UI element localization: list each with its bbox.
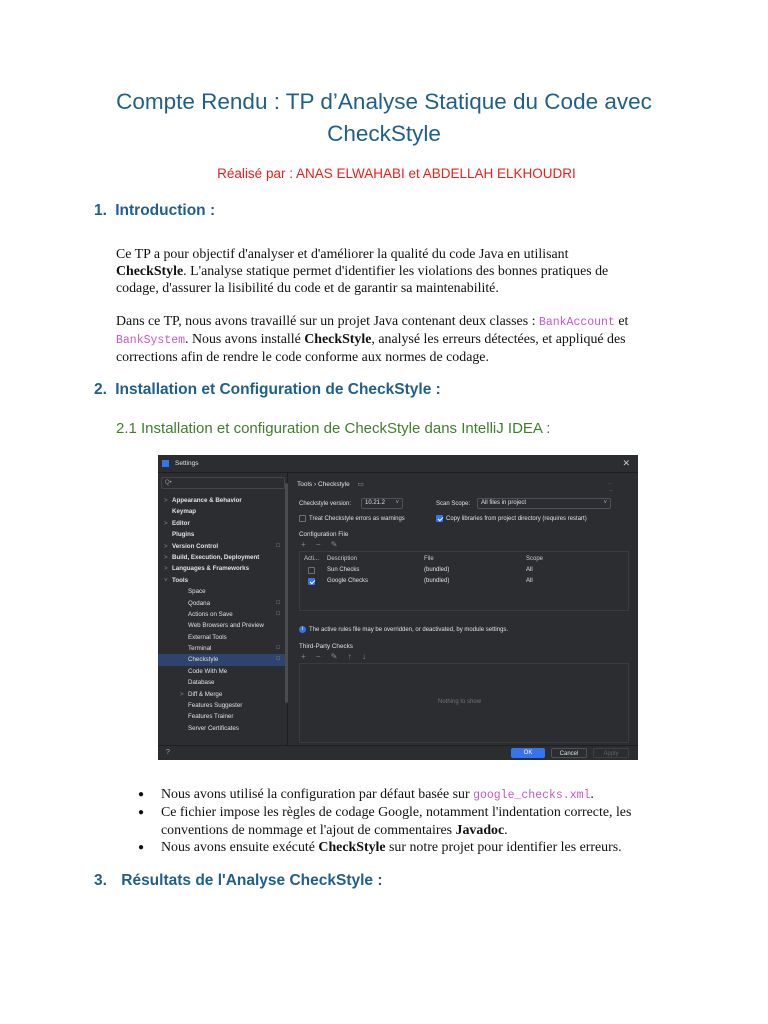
settings-breadcrumb bbox=[297, 480, 614, 494]
empty-state-text: Nothing to show bbox=[438, 699, 482, 705]
pin-icon[interactable]: ▭ bbox=[357, 481, 364, 488]
sidebar-item-features-suggester[interactable] bbox=[158, 700, 286, 711]
sidebar-item-checkstyle[interactable] bbox=[158, 654, 286, 665]
bullet-3-bold: CheckStyle bbox=[318, 839, 386, 855]
bullet-2-text: Ce fichier impose les règles de codage Google, notamment l'indentation correcte, les bbox=[161, 805, 632, 821]
col-active: Acti... bbox=[304, 556, 320, 562]
sidebar-item-label: Tools bbox=[172, 576, 189, 584]
sidebar-item-label: Version Control bbox=[172, 542, 219, 550]
row-active-checkbox[interactable] bbox=[308, 578, 315, 585]
intro-p1-text-b: . L'analyse statique permet d'identifier les violations des bonnes pratiques de bbox=[183, 264, 609, 279]
checkstyle-settings-panel bbox=[289, 473, 638, 745]
intellij-logo-icon bbox=[162, 460, 169, 467]
sidebar-item-label: Diff & Merge bbox=[188, 690, 223, 698]
author-line: Réalisé par : ANAS ELWAHABI et ABDELLAH ELKHOUDRI bbox=[217, 166, 576, 181]
ok-button[interactable]: OK bbox=[511, 748, 545, 758]
sidebar-item-keymap[interactable] bbox=[158, 506, 286, 517]
scan-scope-select[interactable] bbox=[477, 498, 611, 509]
bullet-1-text: Nous avons utilisé la configuration par défaut basée sur bbox=[161, 787, 470, 802]
sidebar-item-database[interactable] bbox=[158, 677, 286, 688]
dialog-footer bbox=[158, 745, 638, 760]
sidebar-item-space[interactable] bbox=[158, 586, 286, 597]
settings-titlebar bbox=[158, 455, 638, 473]
row-scope: All bbox=[526, 567, 533, 573]
sidebar-item-label: Features Suggester bbox=[188, 702, 243, 710]
intro-p1-bold: CheckStyle bbox=[116, 264, 184, 279]
sidebar-item-label: Database bbox=[188, 679, 215, 687]
sidebar-item-label: Keymap bbox=[172, 508, 197, 516]
chevron-icon: ˅ bbox=[164, 576, 168, 584]
section-3-title: Résultats de l'Analyse CheckStyle : bbox=[121, 872, 383, 889]
row-active-checkbox[interactable] bbox=[308, 567, 315, 574]
checkstyle-version-label: Checkstyle version: bbox=[299, 501, 352, 507]
project-scope-icon: □ bbox=[276, 656, 280, 663]
cancel-button[interactable]: Cancel bbox=[551, 748, 587, 758]
chevron-icon: > bbox=[164, 553, 168, 561]
breadcrumb-text: Tools › Checkstyle bbox=[297, 481, 350, 488]
help-icon[interactable]: ? bbox=[166, 749, 170, 756]
sidebar-item-label: Plugins bbox=[172, 531, 195, 539]
chevron-down-icon: ˅ bbox=[395, 500, 399, 506]
sidebar-item-qodana[interactable] bbox=[158, 598, 286, 609]
sidebar-item-label: Editor bbox=[172, 519, 190, 527]
document-title bbox=[60, 86, 708, 150]
sidebar-item-label: Space bbox=[188, 588, 206, 596]
chevron-icon: > bbox=[164, 497, 168, 504]
sidebar-item-languages-frameworks[interactable] bbox=[158, 563, 286, 574]
code-google-checks: google_checks.xml bbox=[473, 789, 591, 802]
sidebar-item-label: Actions on Save bbox=[188, 610, 233, 618]
sidebar-item-web-browsers-and-preview[interactable] bbox=[158, 620, 286, 631]
configuration-file-label: Configuration File bbox=[299, 531, 349, 538]
section-1-title: Introduction : bbox=[115, 202, 216, 219]
intro-p2-text-e: corrections afin de rendre le code conforme aux normes de codage. bbox=[116, 350, 489, 365]
bullet-1-end: . bbox=[590, 787, 594, 802]
sidebar-item-appearance-behavior[interactable] bbox=[158, 495, 286, 506]
intro-p2-text: Dans ce TP, nous avons travaillé sur un projet Java contenant deux classes : bbox=[116, 314, 536, 329]
sidebar-item-label: Code With Me bbox=[188, 667, 228, 675]
sidebar-item-label: Checkstyle bbox=[188, 656, 219, 664]
project-scope-icon: □ bbox=[276, 599, 280, 606]
sidebar-item-plugins[interactable] bbox=[158, 529, 286, 540]
settings-search-input[interactable]: Q• bbox=[161, 477, 285, 489]
bullet-3-text-b: sur notre projet pour identifier les erreurs. bbox=[389, 839, 622, 855]
code-banksystem: BankSystem bbox=[116, 334, 186, 347]
sidebar-item-actions-on-save[interactable] bbox=[158, 609, 286, 620]
section-2-1-heading: 2.1 Installation et configuration de CheckStyle dans IntelliJ IDEA : bbox=[116, 420, 551, 437]
sidebar-item-label: Web Browsers and Preview bbox=[188, 622, 264, 630]
intro-p1-text: Ce TP a pour objectif d'analyser et d'améliorer la qualité du code Java en utilisant bbox=[116, 247, 569, 262]
sidebar-item-label: Terminal bbox=[188, 645, 212, 653]
section-2-title: Installation et Configuration de CheckStyle : bbox=[115, 381, 441, 398]
chevron-down-icon: ˅ bbox=[603, 500, 607, 506]
chevron-icon: > bbox=[180, 690, 184, 698]
row-description: Sun Checks bbox=[327, 567, 360, 573]
section-1-heading bbox=[94, 202, 215, 220]
project-scope-icon: □ bbox=[276, 610, 280, 617]
close-icon[interactable]: ✕ bbox=[622, 458, 630, 468]
col-description: Description bbox=[327, 556, 358, 562]
sidebar-item-label: Features Trainer bbox=[188, 713, 234, 721]
intro-paragraph-1 bbox=[116, 246, 696, 297]
sidebar-item-tools[interactable] bbox=[158, 575, 286, 586]
sidebar-item-features-trainer[interactable] bbox=[158, 711, 286, 722]
bullet-2-text-b: conventions de nommage et l'ajout de commentaires bbox=[161, 822, 453, 838]
list-item: ● Ce fichier impose les règles de codage Google, notamment l'indentation correcte, les conventions de nommage et l'ajout de commentaires Javadoc. bbox=[138, 805, 632, 838]
list-item: ● Nous avons ensuite exécuté CheckStyle sur notre projet pour identifier les erreurs. bbox=[138, 839, 622, 855]
project-scope-icon: □ bbox=[276, 645, 280, 652]
col-scope: Scope bbox=[526, 556, 544, 562]
sidebar-item-version-control[interactable] bbox=[158, 541, 286, 552]
section-3-heading bbox=[94, 872, 383, 890]
row-description: Google Checks bbox=[327, 578, 369, 584]
intellij-settings-screenshot bbox=[158, 455, 638, 760]
settings-tree bbox=[158, 495, 286, 734]
section-2-heading bbox=[94, 381, 441, 399]
section-1-number: 1. bbox=[94, 202, 107, 219]
settings-window-title: Settings bbox=[175, 460, 199, 467]
nav-arrows-icon[interactable]: ← → bbox=[607, 480, 614, 494]
sidebar-item-code-with-me[interactable] bbox=[158, 666, 286, 677]
sidebar-item-editor[interactable] bbox=[158, 518, 286, 529]
intro-p1-text-c: codage, d'assurer la lisibilité du code et de garantir sa maintenabilité. bbox=[116, 281, 499, 296]
sidebar-item-terminal[interactable] bbox=[158, 643, 286, 654]
intro-p2-bold: CheckStyle bbox=[304, 332, 372, 347]
info-text: The active rules file may be overridden, or deactivated, by module settings. bbox=[309, 627, 509, 634]
copy-libraries-checkbox[interactable] bbox=[436, 515, 443, 522]
bullet-2-end: . bbox=[504, 822, 508, 838]
intro-p2-text-d: , analysé les erreurs détectées, et appliqué des bbox=[371, 332, 626, 347]
config-toolbar[interactable]: + − ✎ bbox=[301, 540, 342, 549]
settings-sidebar bbox=[158, 473, 288, 745]
sidebar-item-diff-merge[interactable] bbox=[158, 689, 286, 700]
third-party-toolbar[interactable]: + − ✎ ↑ ↓ bbox=[301, 652, 370, 661]
copy-libraries-label: Copy libraries from project directory (requires restart) bbox=[446, 516, 587, 523]
sidebar-item-label: Build, Execution, Deployment bbox=[172, 553, 260, 561]
chevron-icon: > bbox=[164, 565, 168, 573]
treat-errors-checkbox[interactable] bbox=[299, 515, 306, 522]
sidebar-item-label: Appearance & Behavior bbox=[172, 497, 242, 504]
row-file: (bundled) bbox=[424, 578, 450, 584]
row-file: (bundled) bbox=[424, 567, 450, 573]
intro-paragraph-2 bbox=[116, 313, 696, 366]
sidebar-scrollbar[interactable] bbox=[285, 483, 288, 703]
chevron-icon: > bbox=[164, 519, 168, 527]
info-icon: i bbox=[299, 626, 306, 633]
scan-scope-value: All files in project bbox=[481, 500, 527, 506]
row-scope: All bbox=[526, 578, 533, 584]
third-party-table bbox=[299, 663, 629, 743]
sidebar-item-server-certificates[interactable] bbox=[158, 723, 286, 734]
scan-scope-label: Scan Scope: bbox=[436, 501, 471, 507]
treat-errors-option[interactable] bbox=[299, 515, 405, 522]
sidebar-item-external-tools[interactable] bbox=[158, 632, 286, 643]
list-item: ● Nous avons utilisé la configuration par défaut basée sur google_checks.xml. bbox=[138, 787, 594, 802]
third-party-label: Third-Party Checks bbox=[299, 643, 353, 650]
section-3-number: 3. bbox=[94, 872, 107, 889]
col-file: File bbox=[424, 556, 434, 562]
treat-errors-label: Treat Checkstyle errors as warnings bbox=[309, 516, 405, 523]
copy-libraries-option[interactable] bbox=[436, 515, 587, 522]
info-notice bbox=[299, 626, 508, 633]
apply-button[interactable]: Apply bbox=[593, 748, 629, 758]
bullet-2-bold: Javadoc bbox=[455, 822, 505, 838]
checkstyle-version-value: 10.21.2 bbox=[365, 500, 386, 506]
code-bankaccount: BankAccount bbox=[538, 316, 615, 329]
sidebar-item-label: Server Certificates bbox=[188, 724, 239, 732]
title-line-2: CheckStyle bbox=[327, 121, 441, 146]
project-scope-icon: □ bbox=[276, 542, 280, 549]
sidebar-item-label: Qodana bbox=[188, 599, 211, 607]
intro-p2-et: et bbox=[618, 314, 629, 329]
bullet-list bbox=[138, 786, 698, 856]
checkstyle-version-select[interactable] bbox=[361, 498, 403, 509]
sidebar-item-label: External Tools bbox=[188, 633, 227, 641]
intro-p2-text-c: . Nous avons installé bbox=[185, 332, 301, 347]
bullet-3-text: Nous avons ensuite exécuté bbox=[161, 839, 315, 855]
sidebar-item-label: Languages & Frameworks bbox=[172, 565, 250, 573]
sidebar-item-build-execution-deployment[interactable] bbox=[158, 552, 286, 563]
configuration-table bbox=[299, 551, 629, 611]
section-2-number: 2. bbox=[94, 381, 107, 398]
title-line-1: Compte Rendu : TP d’Analyse Statique du Code avec bbox=[116, 89, 652, 114]
chevron-icon: > bbox=[164, 542, 168, 550]
